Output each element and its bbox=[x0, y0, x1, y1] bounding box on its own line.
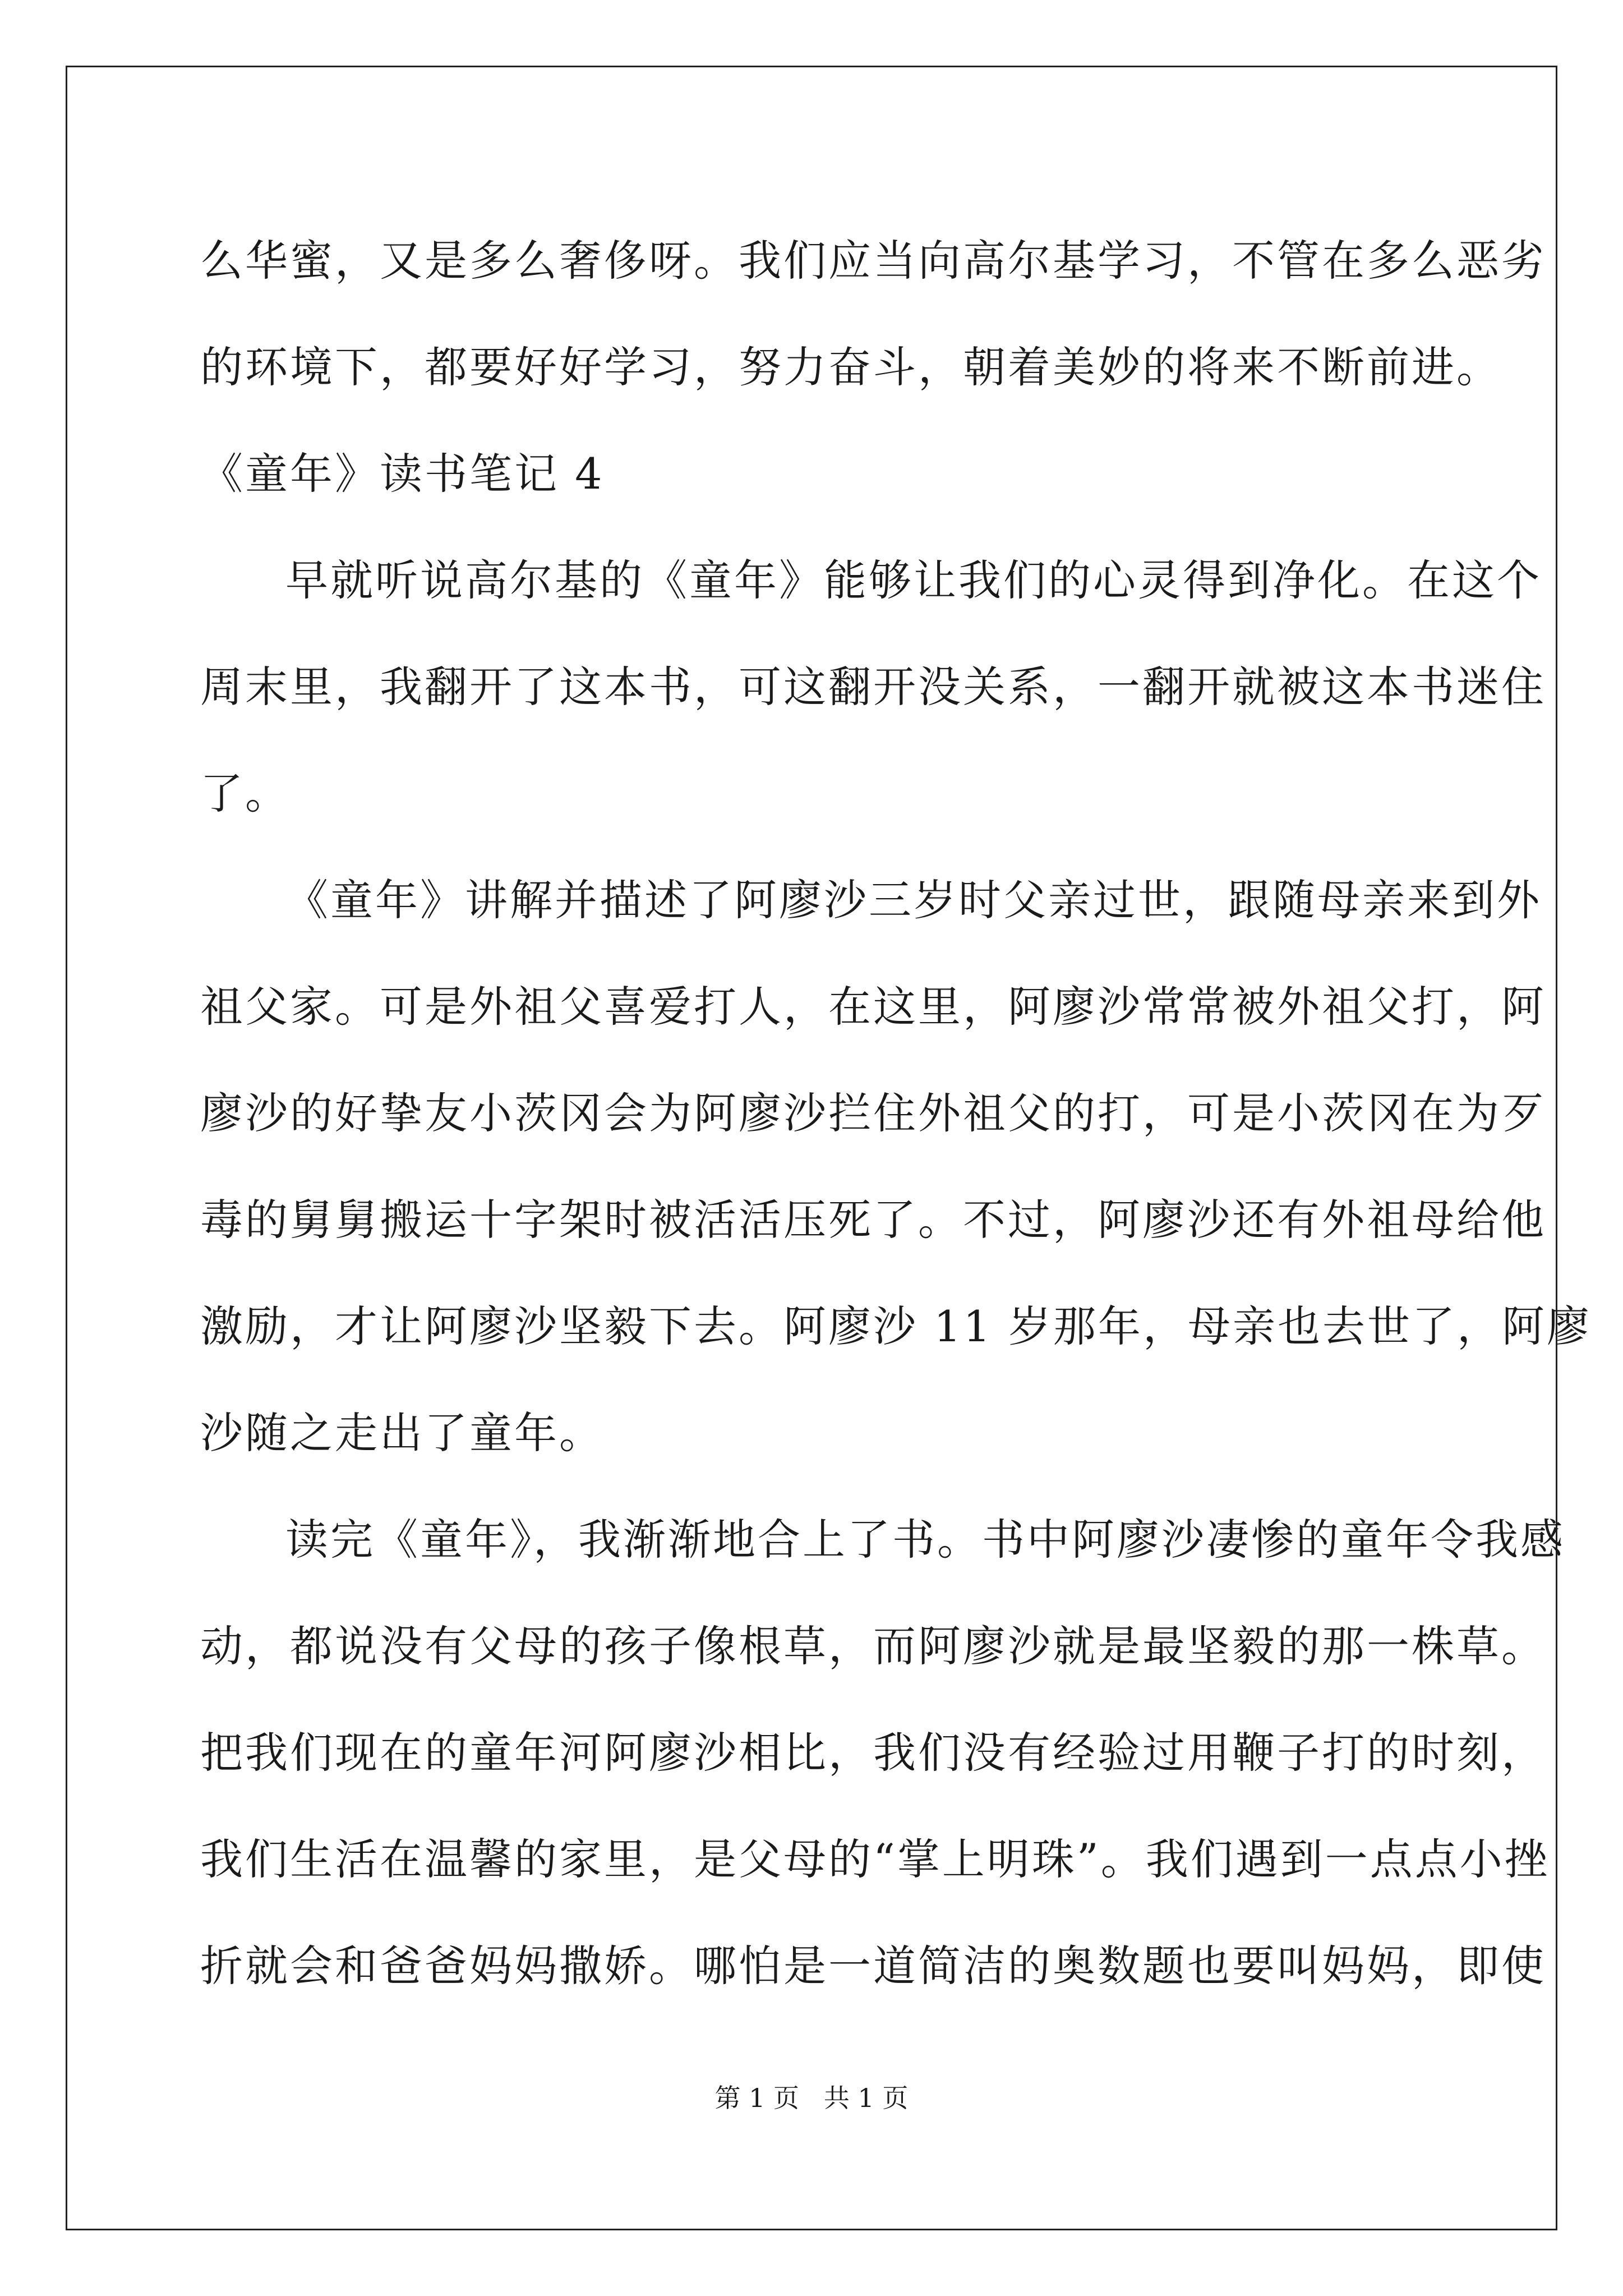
text-line: 动，都说没有父母的孩子像根草，而阿廖沙就是最坚毅的那一株草。 bbox=[200, 1621, 1546, 1671]
text-line: 的环境下，都要好好学习，努力奋斗，朝着美妙的将来不断前进。 bbox=[200, 342, 1501, 392]
document-body bbox=[200, 208, 1592, 2019]
text-line: 激励，才让阿廖沙坚毅下去。阿廖沙 11 岁那年，母亲也去世了，阿廖 bbox=[200, 1301, 1592, 1351]
text-line: 廖沙的好挚友小茨冈会为阿廖沙拦住外祖父的打，可是小茨冈在为歹 bbox=[200, 1088, 1546, 1138]
text-line: 《童年》讲解并描述了阿廖沙三岁时父亲过世，跟随母亲来到外 bbox=[285, 875, 1542, 925]
text-line: 沙随之走出了童年。 bbox=[200, 1408, 604, 1458]
section-heading: 《童年》读书笔记 4 bbox=[200, 449, 605, 499]
text-line: 毒的舅舅搬运十字架时被活活压死了。不过，阿廖沙还有外祖母给他 bbox=[200, 1195, 1546, 1245]
page-number-footer: 第 1 页 共 1 页 bbox=[714, 2083, 909, 2113]
text-line: 我们生活在温馨的家里，是父母的“掌上明珠”。我们遇到一点点小挫 bbox=[200, 1834, 1550, 1884]
text-line: 周末里，我翻开了这本书，可这翻开没关系，一翻开就被这本书迷住 bbox=[200, 662, 1546, 712]
text-line: 折就会和爸爸妈妈撒娇。哪怕是一道简洁的奥数题也要叫妈妈，即使 bbox=[200, 1941, 1546, 1991]
text-line: 祖父家。可是外祖父喜爱打人，在这里，阿廖沙常常被外祖父打，阿 bbox=[200, 982, 1546, 1032]
text-line: 了。 bbox=[200, 769, 290, 818]
text-line: 把我们现在的童年河阿廖沙相比，我们没有经验过用鞭子打的时刻， bbox=[200, 1728, 1546, 1778]
text-line: 早就听说高尔基的《童年》能够让我们的心灵得到净化。在这个 bbox=[285, 555, 1542, 605]
text-line: 读完《童年》，我渐渐地合上了书。书中阿廖沙凄惨的童年令我感 bbox=[285, 1515, 1565, 1565]
text-line: 么华蜜，又是多么奢侈呀。我们应当向高尔基学习，不管在多么恶劣 bbox=[200, 236, 1546, 286]
